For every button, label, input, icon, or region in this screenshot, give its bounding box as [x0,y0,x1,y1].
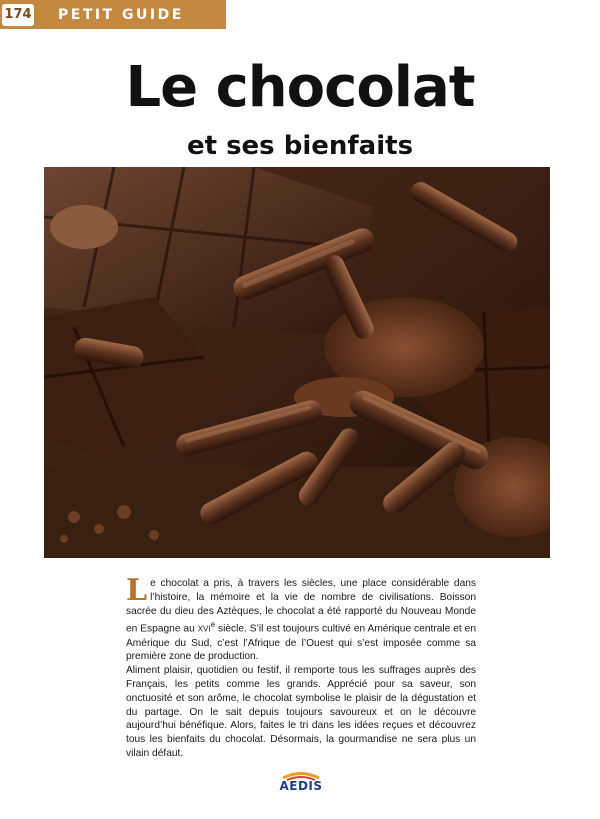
cover-subtitle: et ses bienfaits [186,131,414,161]
century-numeral: XVI [197,624,211,634]
intro-paragraph-1 [126,573,476,664]
chocolate-photo-illustration [44,167,550,558]
intro-p1-start: e chocolat a pris, à travers les siècles, une place considérable dans l’histoire, la mémoire et la vie de nombre de civilisations. Boisson sacrée du dieu des Aztèques, le chocolat a été rapporté du Nouveau Monde en Espagne au [126,578,476,635]
series-name: PETIT GUIDE [58,6,184,23]
cover-photo [44,167,550,558]
series-band [0,0,226,29]
intro-p1-end: siècle. S’il est toujours cultivé en Amérique centrale et en Amérique du Sud, c’est l’Afrique de l’Ouest qui s’est imposée comme sa première zone de production. [126,623,476,663]
publisher-logo [273,771,329,799]
cover-title: Le chocolat [125,55,475,120]
publisher-name: AEDIS [279,779,323,793]
intro-text [126,573,476,761]
dropcap: L [126,573,148,608]
intro-paragraph-2: Aliment plaisir, quotidien ou festif, il remporte tous les suffrages auprès des Français, les petits comme les grands. Apprécié pour sa saveur, son onctuosité et son arôme, le chocolat symbolise le plaisir de la dégustation et du partage. On le sait depuis toujours savoureux et on le découvre aujourd’hui bénéfique. Alors, faites le tri dans les idées reçues et découvrez tous les bienfaits du chocolat. Désormais, la gourmandise ne sera plus un vilain défaut. [126,665,476,759]
century-superscript: e [210,620,216,630]
series-number: 174 [2,4,34,26]
